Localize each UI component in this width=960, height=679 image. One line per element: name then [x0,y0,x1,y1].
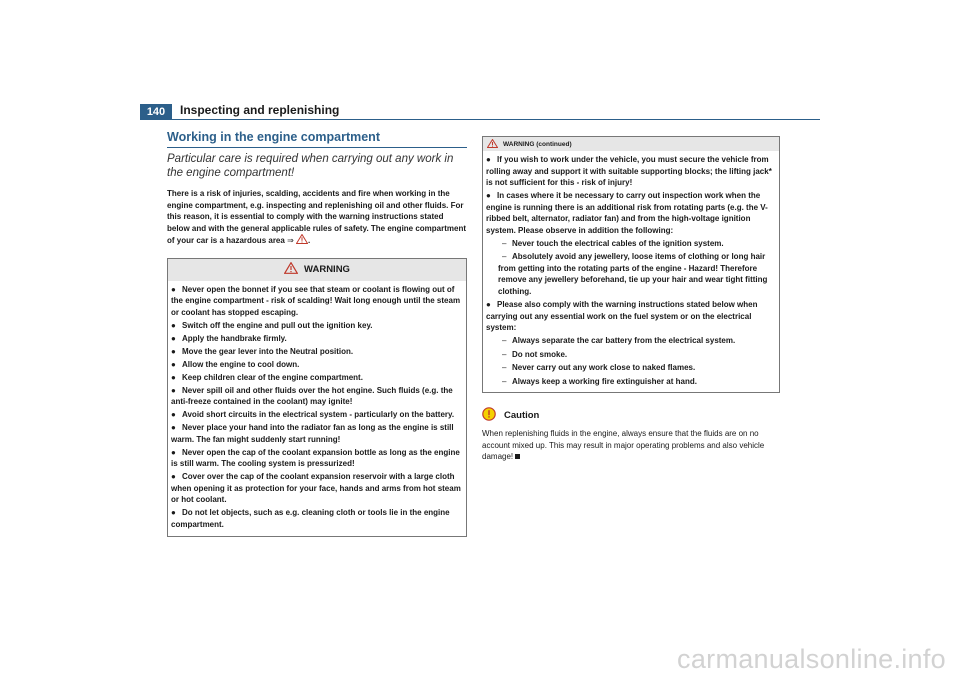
warning-subitem: – Always keep a working fire extinguisher at hand. [502,376,697,386]
warning-subitem: – Always separate the car battery from the electrical system. [502,336,736,345]
header-title: Inspecting and replenishing [180,103,340,117]
caution-header [482,407,780,424]
warning-item: ● Never spill oil and other fluids over the hot engine. Such fluids (e.g. the anti-freeze contained in the coolant) may ignite! [171,385,453,406]
warning-item: ● If you wish to work under the vehicle, you must secure the vehicle from rolling away and support it with suitable supporting blocks; the lifting jack* is not sufficient for this - risk of injury! [486,155,772,187]
warning-continued-title: WARNING (continued) [503,140,572,148]
warning-title: WARNING [304,264,350,275]
header-rule [140,119,820,120]
section-title: Working in the engine compartment [167,130,467,148]
caution-text: When replenishing fluids in the engine, always ensure that the fluids are on no account mixed up. This may result in major operating problems and also vehicle damage! [482,429,765,461]
warning-subitem: – Absolutely avoid any jewellery, loose items of clothing or long hair from getting into the rotating parts of the engine - Hazard! Therefore remove any jewellery beforehand, tie up your hair and wear tight fitting clothing. [498,252,768,296]
left-column [167,130,467,537]
warning-continued-box [482,136,780,393]
warning-item: ● Apply the handbrake firmly. [171,333,287,343]
warning-header [168,259,466,281]
warning-box [167,258,467,537]
warning-item: ● In cases where it be necessary to carry out inspection work when the engine is running there is an additional risk from rotating parts (e.g. the V-ribbed belt, alternator, radiator fan) and from the high-voltage ignition system. Please observe in addition the following: [486,191,768,235]
warning-item: ● Please also comply with the warning instructions stated below when carrying out any essential work on the fuel system or on the electrical system: [486,300,758,332]
warning-continued-list [483,151,779,392]
warning-item: ● Keep children clear of the engine compartment. [171,372,363,382]
reference-arrow: ⇒ [287,235,294,245]
end-of-section-icon [515,454,520,459]
warning-item: ● Move the gear lever into the Neutral position. [171,346,354,356]
warning-item: ● Cover over the cap of the coolant expansion reservoir with a large cloth when opening it as protection for your face, hands and arms from hot steam or hot coolant. [171,472,461,504]
caution-icon [482,407,496,424]
section-body-text: There is a risk of injuries, scalding, accidents and fire when working in the engine compartment, e.g. inspecting and replenishing oil and other fluids. For this reason, it is essential to comply with the warning instructions stated below and with the general applicable rules of safety. The engine compartment of your car is a hazardous area [167,189,467,245]
warning-item: ● Switch off the engine and pull out the ignition key. [171,320,373,330]
watermark: carmanualsonline.info [677,644,946,674]
warning-item: ● Avoid short circuits in the electrical system - particularly on the battery. [171,410,455,419]
warning-icon [284,262,298,277]
warning-subitem: – Never carry out any work close to naked flames. [502,363,696,372]
warning-list [168,281,466,536]
warning-item: ● Allow the engine to cool down. [171,359,300,369]
warning-icon [487,139,498,150]
warning-subitem: – Never touch the electrical cables of the ignition system. [502,238,724,248]
warning-continued-header [483,137,779,151]
warning-item: ● Never open the cap of the coolant expansion bottle as long as the engine is still warm. The cooling system is pressurized! [171,447,460,468]
caution-title: Caution [504,410,540,421]
warning-item: ● Do not let objects, such as e.g. cleaning cloth or tools lie in the engine compartment. [171,508,450,529]
warning-triangle-icon[interactable] [296,234,308,248]
warning-item: ● Never place your hand into the radiator fan as long as the engine is still warm. The fan might suddenly start running! [171,423,454,444]
section-body: There is a risk of injuries, scalding, accidents and fire when working in the engine compartment, e.g. inspecting and replenishing oil and other fluids. For this reason, it is essential to comply with the warning instructions stated below and with the general applicable rules of safety. The engine compartment of your car is a hazardous area ⇒ . [167,188,467,248]
warning-subitem: – Do not smoke. [502,349,568,359]
section-intro: Particular care is required when carrying out any work in the engine compartment! [167,153,454,179]
right-column [482,136,780,463]
page-number: 140 [140,104,172,120]
page-header [140,100,820,120]
warning-item: ● Never open the bonnet if you see that steam or coolant is flowing out of the engine compartment - risk of scalding! Wait long enough until the steam or coolant has stopped escaping. [171,284,461,317]
